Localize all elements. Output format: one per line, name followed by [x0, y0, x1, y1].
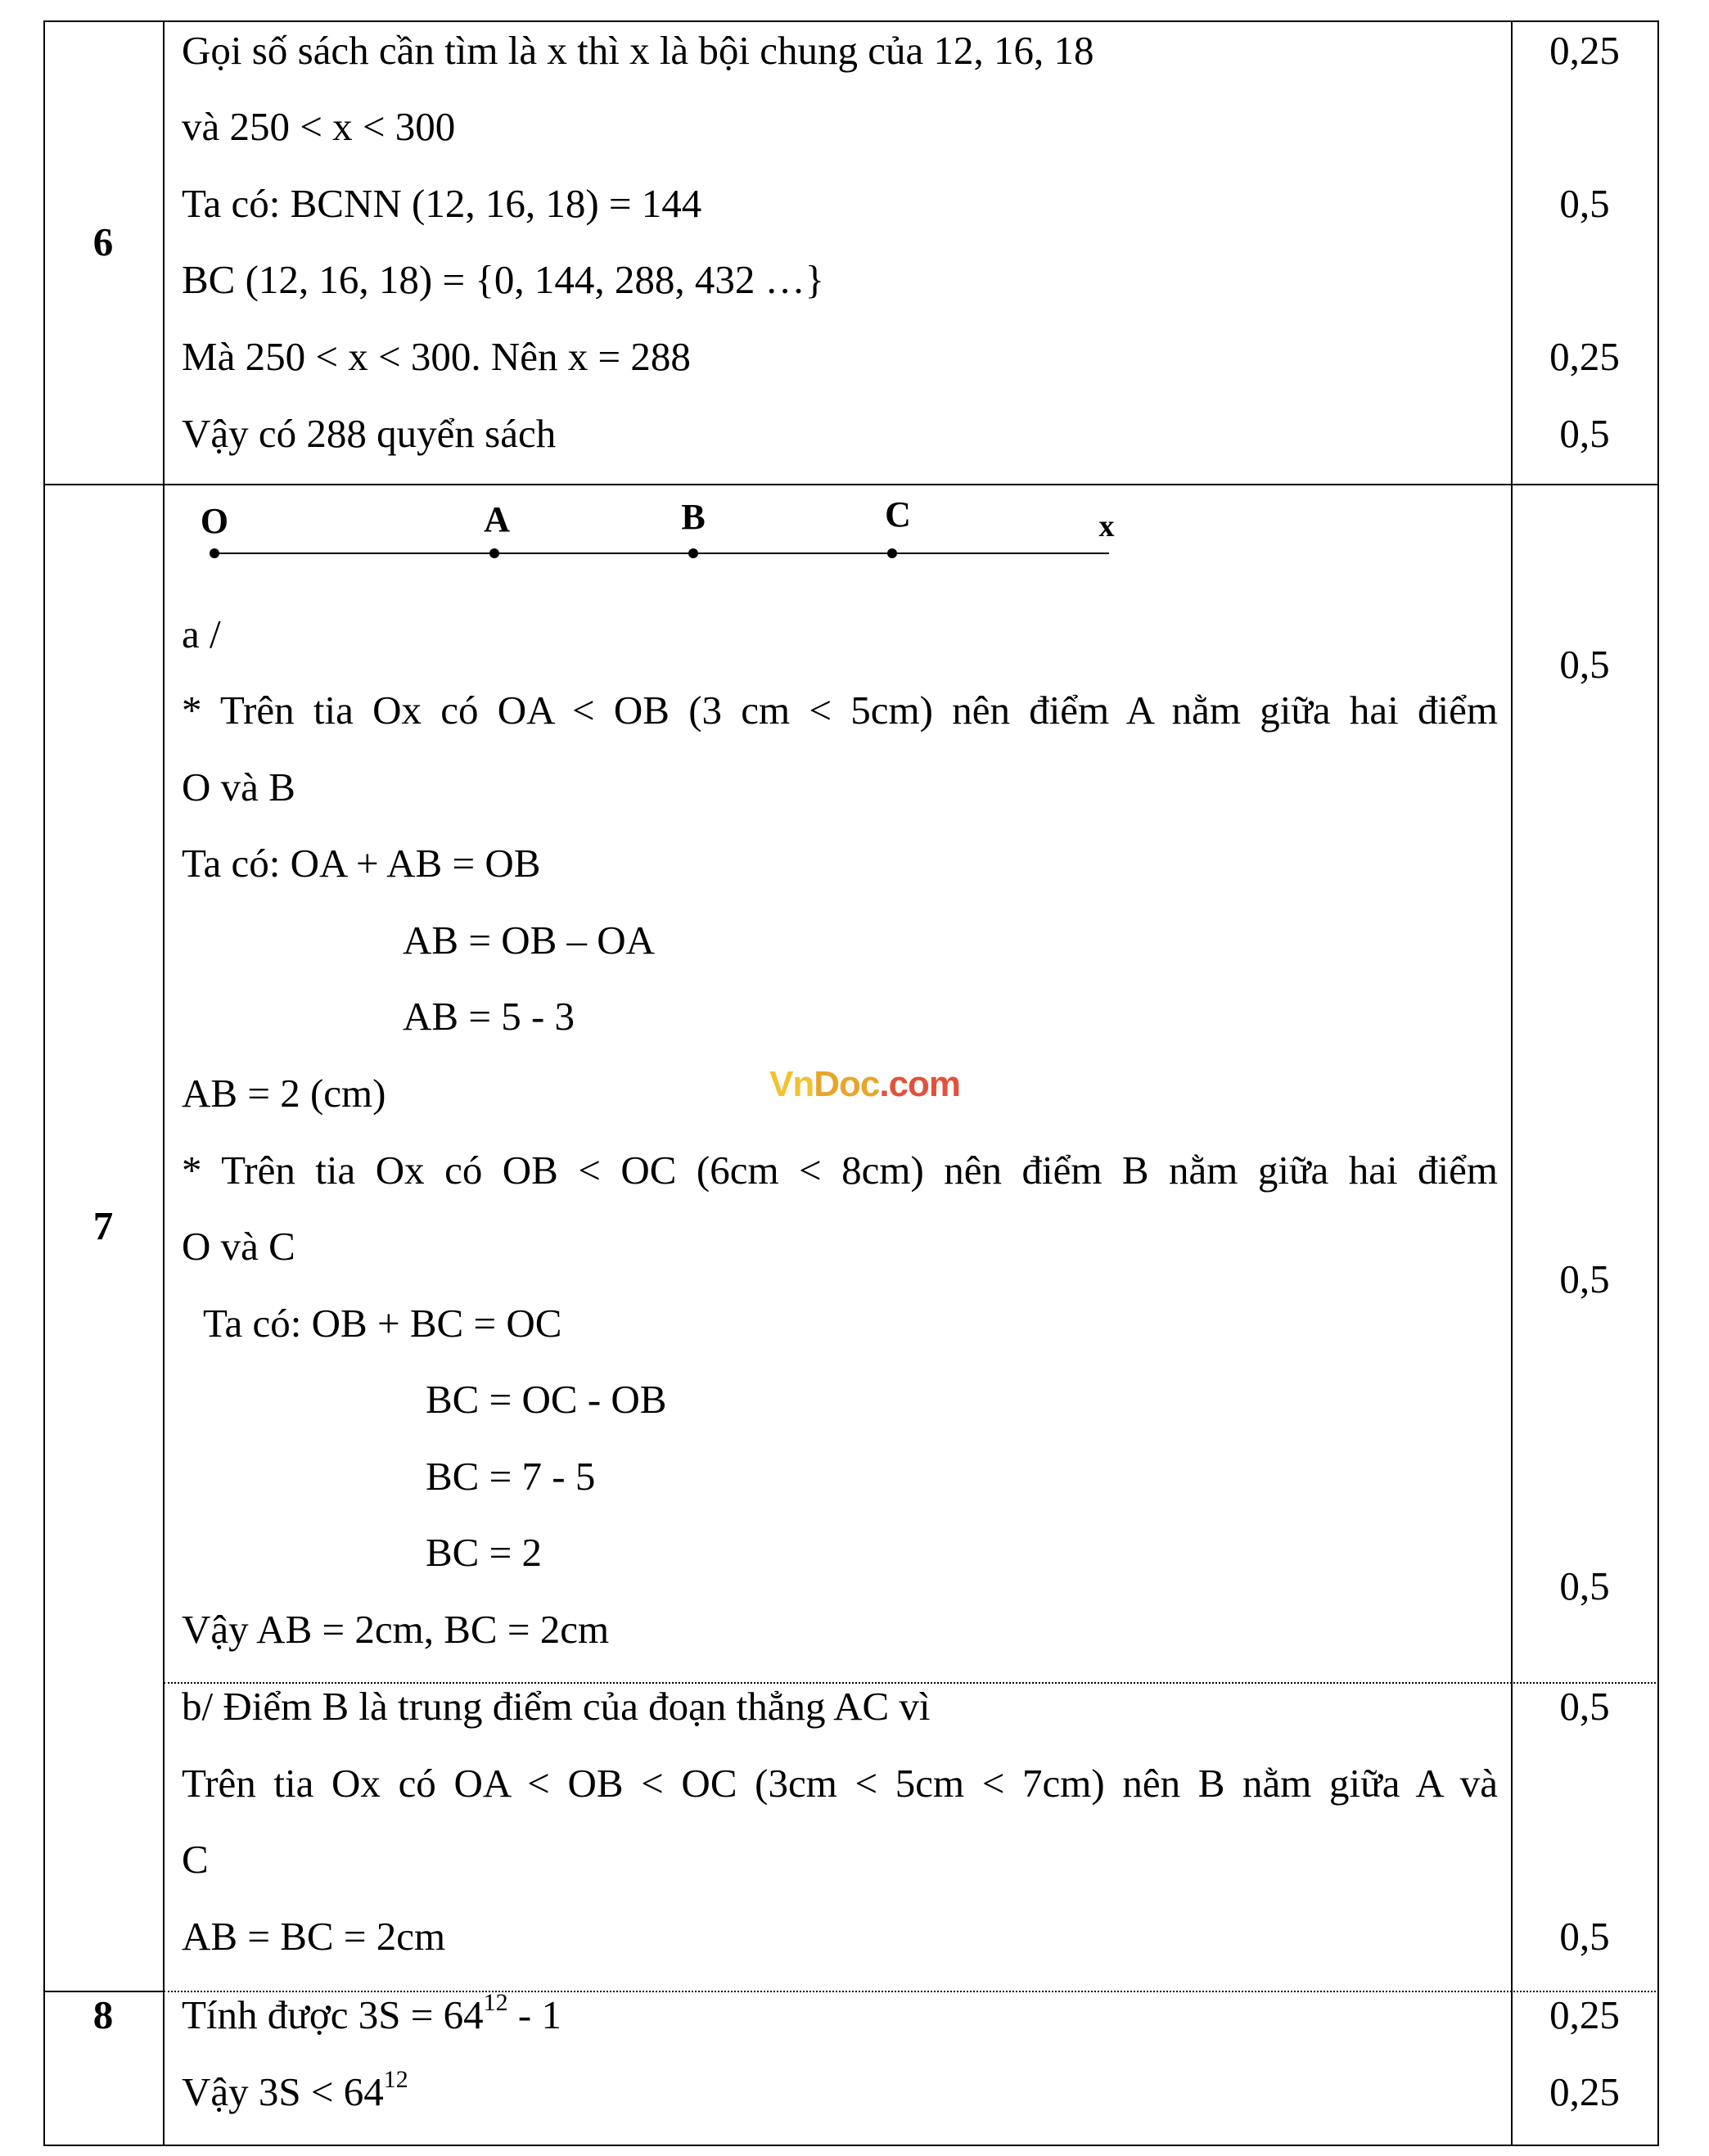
label-x: x: [1098, 509, 1115, 544]
answer-line: Vậy có 288 quyển sách: [182, 411, 557, 456]
points-value: 0,5: [1559, 411, 1610, 456]
points-value: 0,5: [1559, 1914, 1610, 1959]
expression-text: Tính được 3S = 64: [182, 1992, 484, 2037]
answer-line: O và C: [182, 1224, 295, 1269]
answer-line: * Trên tia Ox có OA < OB (3 cm < 5cm) nên điểm A nằm giữa hai điểm: [182, 688, 1498, 733]
table-left-border: [43, 20, 45, 2146]
expression-text: - 1: [507, 1992, 561, 2037]
answer-line: [182, 1991, 561, 2040]
points-value: 0,5: [1559, 642, 1610, 687]
points-value: 0,5: [1559, 1684, 1610, 1729]
answer-line: b/ Điểm B là trung điểm của đoạn thẳng AC vì: [182, 1684, 931, 1729]
answer-line: và 250 < x < 300: [182, 104, 456, 149]
answer-line: AB = 5 - 3: [403, 994, 575, 1039]
exponent: 12: [383, 2066, 408, 2093]
answer-line: Ta có: OB + BC = OC: [203, 1301, 562, 1346]
answer-line: AB = 2 (cm): [182, 1071, 386, 1116]
answer-line: AB = OB – OA: [403, 918, 656, 963]
points-value: 0,25: [1549, 28, 1620, 73]
answer-line: * Trên tia Ox có OB < OC (6cm < 8cm) nên điểm B nằm giữa hai điểm: [182, 1148, 1498, 1193]
question-number: 8: [92, 1992, 114, 2037]
answer-line: Trên tia Ox có OA < OB < OC (3cm < 5cm < 7cm) nên B nằm giữa A và: [182, 1761, 1498, 1806]
points-value: 0,5: [1559, 1563, 1610, 1608]
table-bottom-border: [43, 2145, 1659, 2146]
answer-line: BC = 2: [426, 1530, 542, 1575]
points-value: 0,5: [1559, 1256, 1610, 1301]
answer-line: C: [182, 1837, 209, 1882]
expression-text: Vậy 3S < 64: [182, 2069, 384, 2114]
point-a-dot: [489, 548, 499, 558]
question-number: 6: [92, 219, 114, 264]
point-b-dot: [688, 548, 698, 558]
exponent: 12: [483, 1989, 508, 2016]
answer-line: BC (12, 16, 18) = {0, 144, 288, 432 …}: [182, 257, 825, 302]
table-top-border: [43, 20, 1659, 22]
number-column-divider: [163, 20, 165, 2146]
answer-line: Vậy AB = 2cm, BC = 2cm: [182, 1607, 610, 1652]
points-value: 0,5: [1559, 181, 1610, 226]
point-c-dot: [887, 548, 897, 558]
answer-line: Ta có: BCNN (12, 16, 18) = 144: [182, 181, 702, 226]
answer-line: [182, 2068, 408, 2117]
label-a: A: [484, 499, 510, 539]
vndoc-watermark: VnDoc.com: [769, 1064, 961, 1104]
answer-line: Ta có: OA + AB = OB: [182, 841, 541, 886]
answer-line: a /: [182, 611, 221, 656]
ray-ox-figure: [180, 487, 1130, 569]
answer-line: Gọi số sách cần tìm là x thì x là bội chung của 12, 16, 18: [182, 28, 1094, 73]
answer-line: O và B: [182, 765, 295, 810]
label-c: C: [885, 494, 911, 534]
answer-line: AB = BC = 2cm: [182, 1914, 446, 1959]
points-value: 0,25: [1549, 2069, 1620, 2114]
row-6-bottom-border: [43, 484, 1659, 485]
points-value: 0,25: [1549, 1992, 1620, 2037]
label-b: B: [681, 497, 706, 537]
points-value: 0,25: [1549, 334, 1620, 379]
answer-line: BC = 7 - 5: [426, 1454, 596, 1499]
answer-line: Mà 250 < x < 300. Nên x = 288: [182, 334, 691, 379]
label-o: O: [200, 501, 229, 541]
answer-line: BC = OC - OB: [426, 1377, 667, 1422]
question-number: 7: [92, 1203, 114, 1248]
point-o-dot: [210, 548, 219, 558]
